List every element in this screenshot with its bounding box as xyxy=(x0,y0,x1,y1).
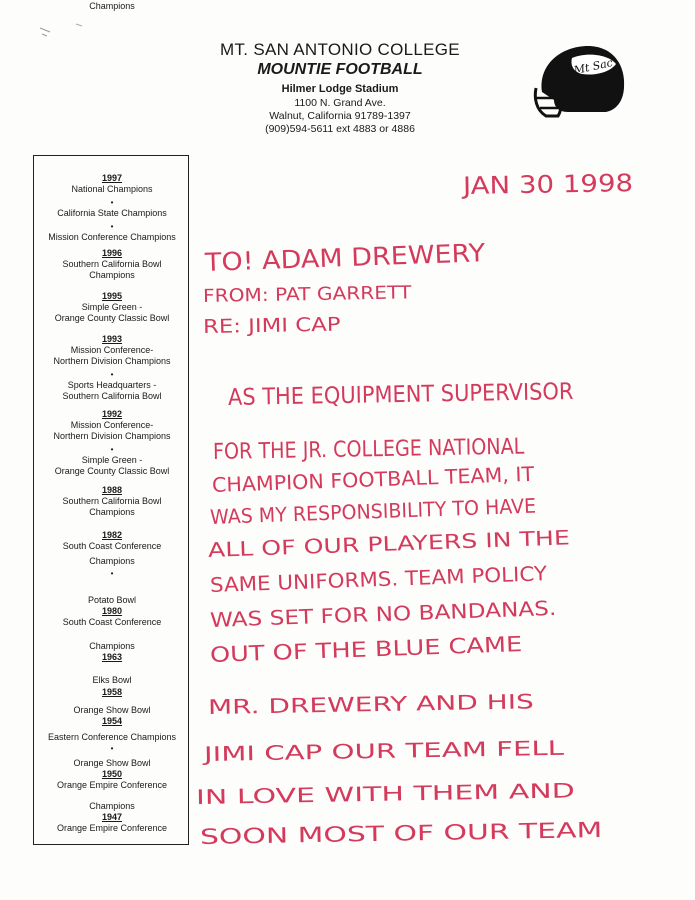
championship-entry: Simple Green - xyxy=(81,455,143,465)
phone-line: (909)594-5611 ext 4883 or 4886 xyxy=(265,123,415,135)
letter-body-line: WAS MY RESPONSIBILITY TO HAVE xyxy=(209,493,537,529)
letter-body-line: CHAMPION FOOTBALL TEAM, IT xyxy=(211,461,535,497)
championship-entry: Mission Conference Champions xyxy=(48,232,176,242)
letter-body-line: IN LOVE WITH THEM AND xyxy=(195,778,575,809)
championship-entry: Eastern Conference Champions xyxy=(47,732,177,742)
championship-entry: Champions xyxy=(89,801,135,811)
letter-body-line: OUT OF THE BLUE CAME xyxy=(209,632,523,667)
championship-entry: National Champions xyxy=(71,184,153,194)
championship-entry: Champions xyxy=(89,641,135,651)
bullet-separator: • xyxy=(110,744,114,753)
letter-body-line: AS THE EQUIPMENT SUPERVISOR xyxy=(227,378,574,411)
championship-entry: Orange County Classic Bowl xyxy=(54,466,170,476)
championship-entry: South Coast Conference xyxy=(62,617,162,627)
championship-entry: South Coast Conference xyxy=(62,541,162,551)
letter-re: RE: JIMI CAP xyxy=(202,313,341,338)
championship-entry: California State Champions xyxy=(57,208,167,218)
bullet-separator: • xyxy=(110,222,114,231)
bullet-separator: • xyxy=(110,569,114,578)
svg-text:Mt Sac: Mt Sac xyxy=(572,56,614,78)
championship-year: 1950 xyxy=(101,769,123,779)
program-name: MOUNTIE FOOTBALL xyxy=(257,61,423,78)
championship-year: 1997 xyxy=(101,173,123,183)
letter-body-line: ALL OF OUR PLAYERS IN THE xyxy=(207,525,571,562)
scan-mark xyxy=(38,18,98,48)
championship-year: 1980 xyxy=(101,606,123,616)
address-line-1: 1100 N. Grand Ave. xyxy=(294,97,386,109)
championship-entry: Orange County Classic Bowl xyxy=(54,313,170,323)
letter-body-line: FOR THE JR. COLLEGE NATIONAL xyxy=(212,434,525,465)
championship-year: 1993 xyxy=(101,334,123,344)
championship-entry: Champions xyxy=(89,507,135,517)
letter-from: FROM: PAT GARRETT xyxy=(202,282,412,307)
championship-year: 1996 xyxy=(101,248,123,258)
championship-entry: Mission Conference- xyxy=(70,345,154,355)
championship-year: 1988 xyxy=(101,485,123,495)
championship-entry: Southern California Bowl xyxy=(62,496,162,506)
championship-entry: Champions xyxy=(89,556,135,566)
championship-year: 1992 xyxy=(101,409,123,419)
bullet-separator: • xyxy=(110,198,114,207)
championship-entry: Potato Bowl xyxy=(87,595,137,605)
championship-year: 1947 xyxy=(101,812,123,822)
championship-entry: Champions xyxy=(89,270,135,280)
letter-date: JAN 30 1998 xyxy=(462,169,634,200)
championship-year: 1963 xyxy=(101,652,123,662)
championship-entry: Orange Empire Conference xyxy=(56,823,168,833)
championship-entry: Elks Bowl xyxy=(92,675,132,685)
bullet-separator: • xyxy=(110,445,114,454)
letter-body-line: SAME UNIFORMS. TEAM POLICY xyxy=(209,561,548,597)
address-line-2: Walnut, California 91789-1397 xyxy=(269,110,411,122)
letter-body-line: WAS SET FOR NO BANDANAS. xyxy=(209,595,557,632)
championship-entry: Southern California Bowl xyxy=(62,259,162,269)
letter-body-line: SOON MOST OF OUR TEAM xyxy=(199,817,603,849)
championship-year: 1995 xyxy=(101,291,123,301)
championship-entry: Northern Division Champions xyxy=(53,356,171,366)
championship-entry: Orange Show Bowl xyxy=(73,705,151,715)
championship-entry: Southern California Bowl xyxy=(62,391,162,401)
championship-entry: Northern Division Champions xyxy=(53,431,171,441)
championship-entry: Sports Headquarters - xyxy=(67,380,157,390)
championship-year: 1954 xyxy=(101,716,123,726)
championship-entry: Orange Show Bowl xyxy=(73,758,151,768)
letter-body-line: MR. DREWERY AND HIS xyxy=(207,689,534,719)
letter-to: TO! ADAM DREWERY xyxy=(204,238,486,277)
letter-body-line: JIMI CAP OUR TEAM FELL xyxy=(203,735,565,766)
helmet-logo-icon xyxy=(528,40,628,120)
college-name: MT. SAN ANTONIO COLLEGE xyxy=(220,40,460,59)
championship-entry: Champions xyxy=(89,1,135,11)
championship-list xyxy=(33,1,189,845)
championship-entry: Orange Empire Conference xyxy=(56,780,168,790)
championship-entry: Simple Green - xyxy=(81,302,143,312)
stadium-name: Hilmer Lodge Stadium xyxy=(281,83,399,95)
bullet-separator: • xyxy=(110,370,114,379)
championship-entry: Mission Conference- xyxy=(70,420,154,430)
championship-year: 1958 xyxy=(101,687,123,697)
championship-year: 1982 xyxy=(101,530,123,540)
